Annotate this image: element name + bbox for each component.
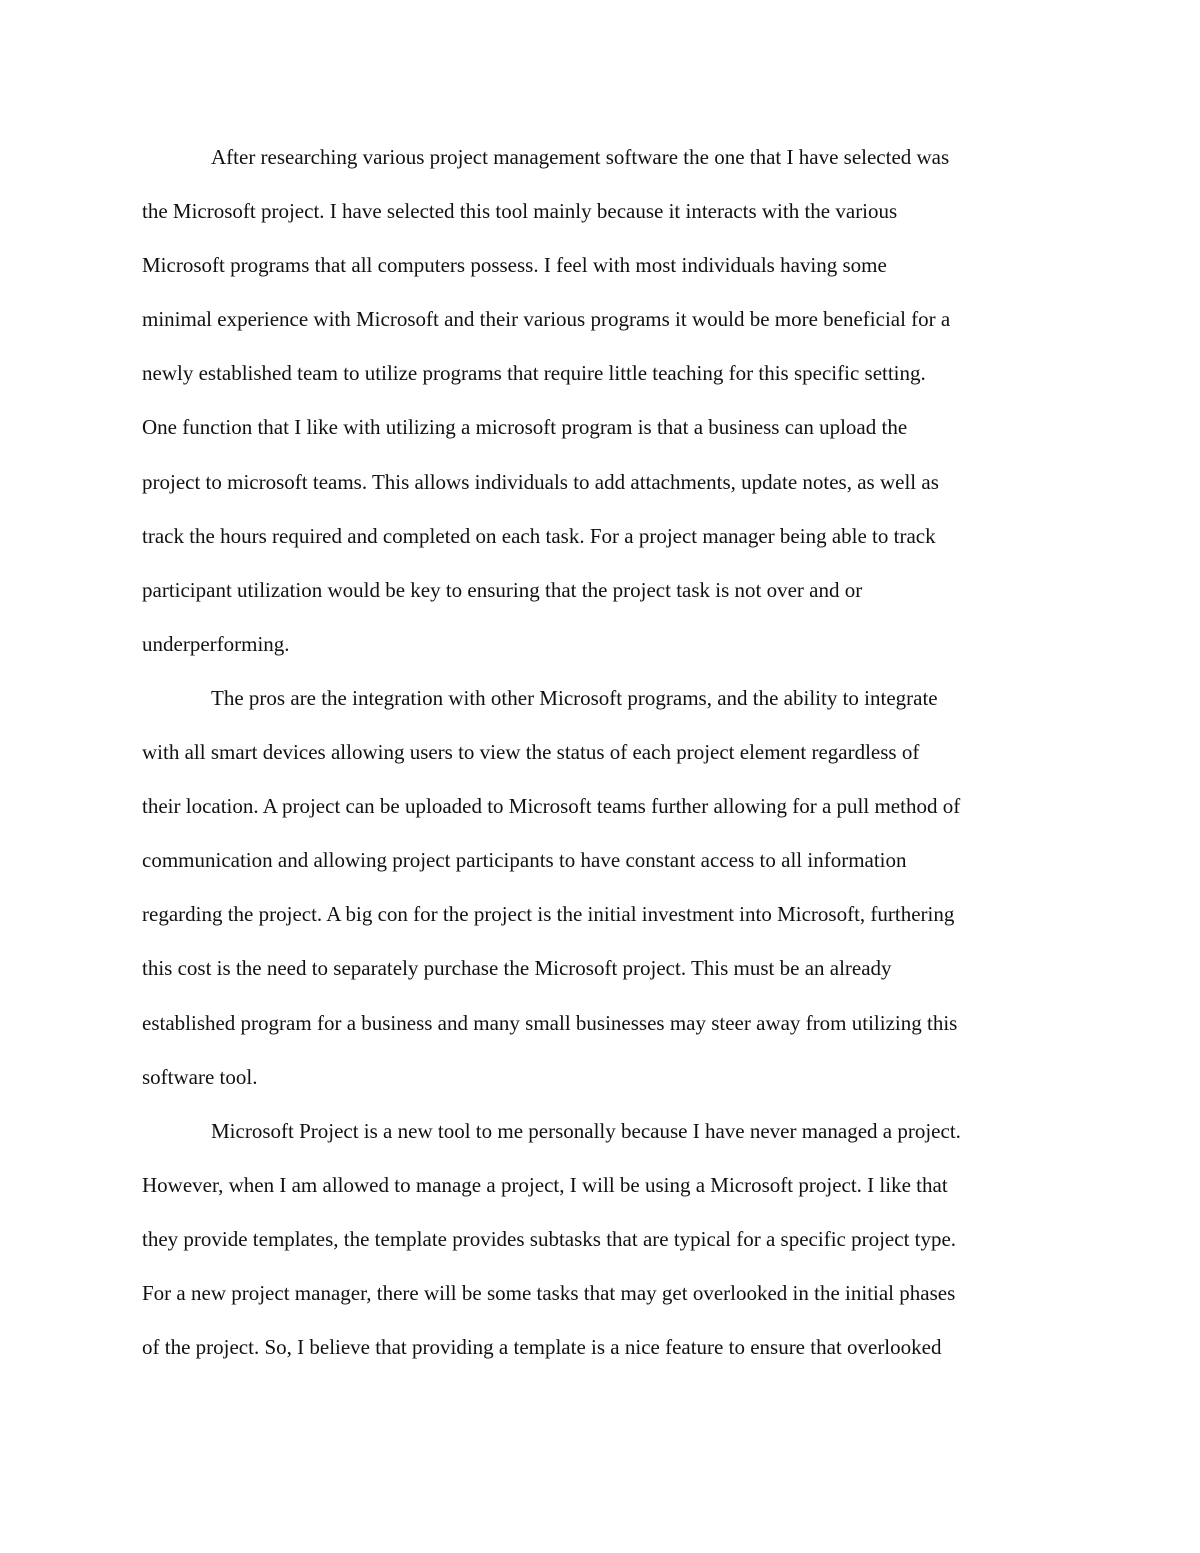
paragraph-1-line-5: newly established team to utilize programs that require little teaching for this specific setting. xyxy=(142,361,926,386)
paragraph-1-line-3: Microsoft programs that all computers possess. I feel with most individuals having some xyxy=(142,253,887,278)
paragraph-3-line-5: of the project. So, I believe that providing a template is a nice feature to ensure that overlooked xyxy=(142,1335,942,1360)
paragraph-2-line-2: with all smart devices allowing users to view the status of each project element regardless of xyxy=(142,740,920,765)
paragraph-1-line-4: minimal experience with Microsoft and their various programs it would be more beneficial for a xyxy=(142,307,951,332)
paragraph-1-line-6: One function that I like with utilizing a microsoft program is that a business can upload the xyxy=(142,415,908,440)
paragraph-2-line-4: communication and allowing project participants to have constant access to all information xyxy=(142,848,907,873)
paragraph-3-line-2: However, when I am allowed to manage a project, I will be using a Microsoft project. I like that xyxy=(142,1172,948,1197)
paragraph-2-line-8: software tool. xyxy=(142,1064,258,1089)
paragraph-2-line-6: this cost is the need to separately purchase the Microsoft project. This must be an already xyxy=(142,956,892,981)
paragraph-2-line-5: regarding the project. A big con for the project is the initial investment into Microsoft, furthering xyxy=(142,902,955,927)
paragraph-2-line-3: their location. A project can be uploaded to Microsoft teams further allowing for a pull method of xyxy=(142,794,961,819)
paragraph-1-line-2: the Microsoft project. I have selected this tool mainly because it interacts with the various xyxy=(142,199,898,224)
paragraph-2-line-1: The pros are the integration with other Microsoft programs, and the ability to integrate xyxy=(211,685,938,710)
paragraph-3-line-4: For a new project manager, there will be some tasks that may get overlooked in the initial phases xyxy=(142,1280,956,1305)
paragraph-1-line-8: track the hours required and completed on each task. For a project manager being able to track xyxy=(142,523,936,548)
paragraph-1-line-7: project to microsoft teams. This allows individuals to add attachments, update notes, as well as xyxy=(142,469,939,494)
paragraph-1-line-9: participant utilization would be key to ensuring that the project task is not over and or xyxy=(142,577,863,602)
paragraph-3-line-3: they provide templates, the template provides subtasks that are typical for a specific project type. xyxy=(142,1226,957,1251)
paragraph-2-line-7: established program for a business and many small businesses may steer away from utilizing this xyxy=(142,1010,958,1035)
paragraph-1-line-10: underperforming. xyxy=(142,631,290,656)
paragraph-1-line-1: After researching various project management software the one that I have selected was xyxy=(211,145,950,169)
body-text xyxy=(142,130,1072,1374)
paragraph-3-line-1: Microsoft Project is a new tool to me personally because I have never managed a project. xyxy=(211,1118,961,1143)
